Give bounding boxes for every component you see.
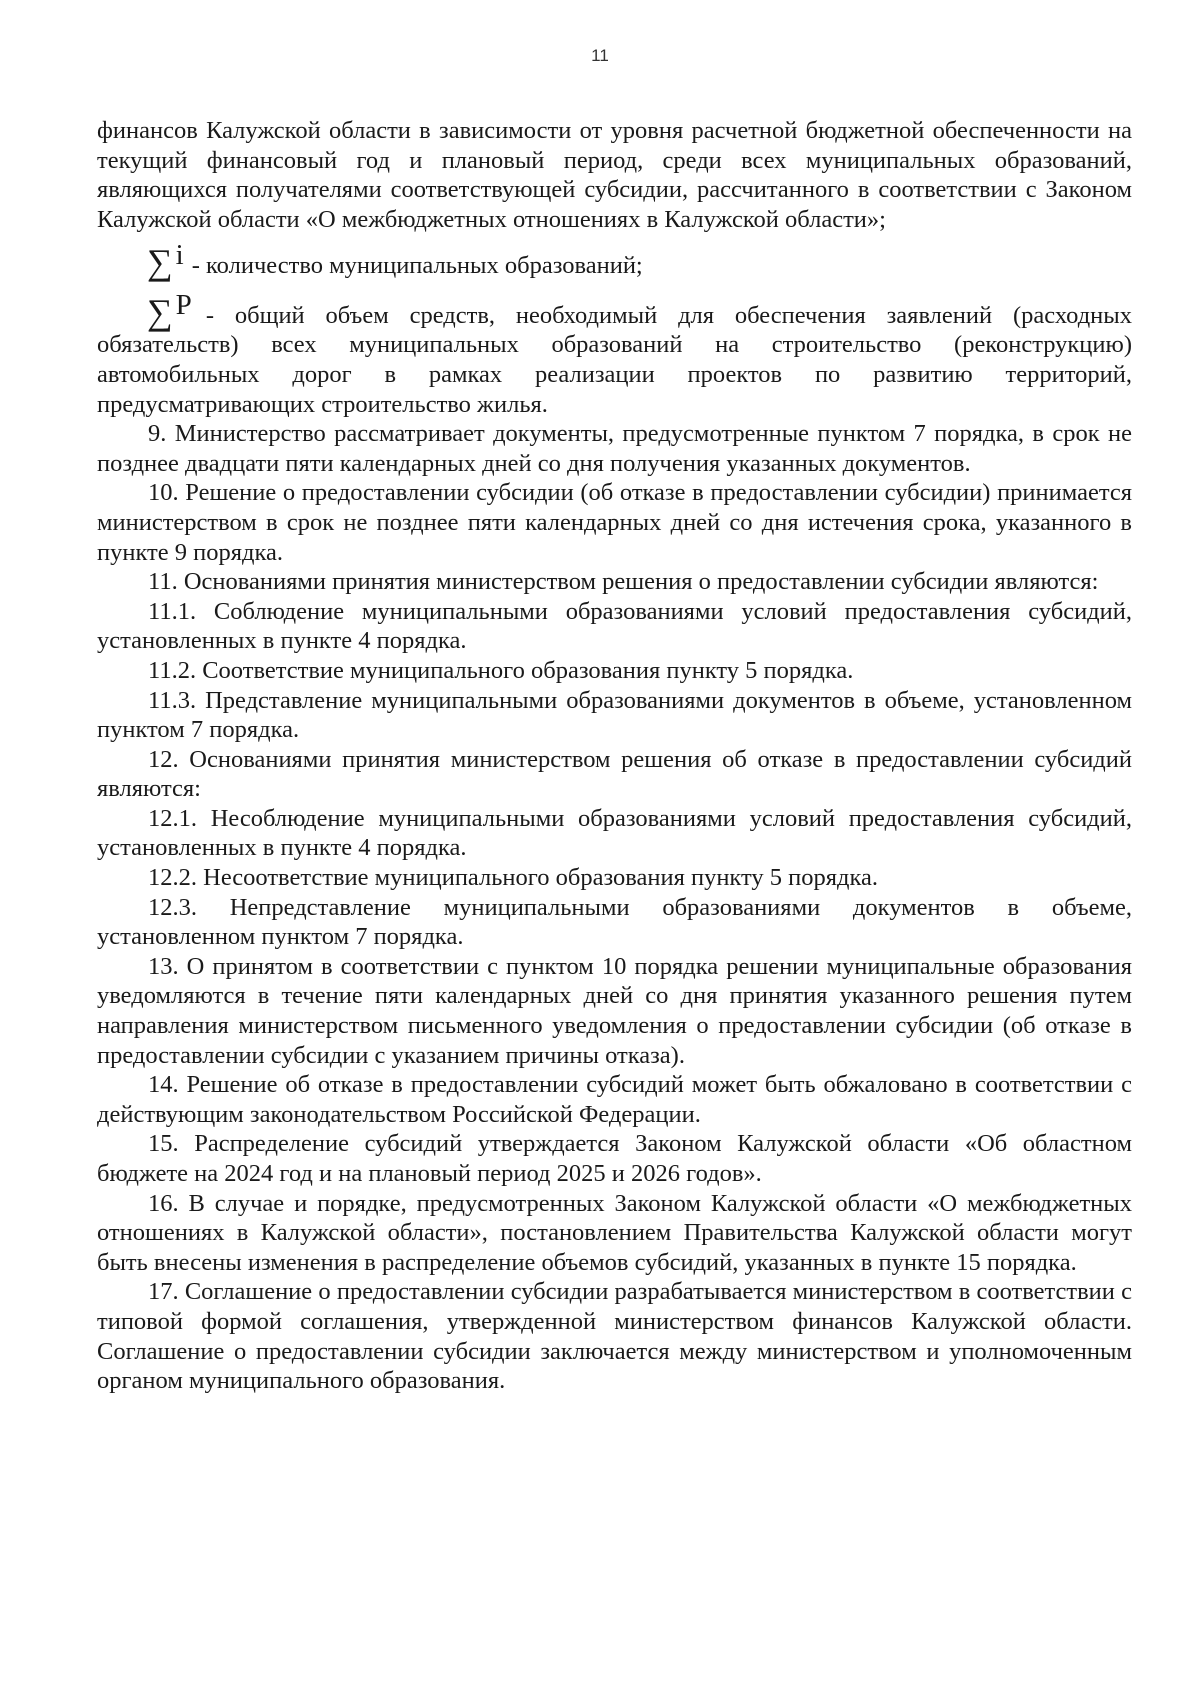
formula-i-description: - количество муниципальных образований; — [191, 251, 643, 279]
intro-paragraph: финансов Калужской области в зависимости от уровня расчетной бюджетной обеспеченности на текущий финансовый год и плановый период, среди всех муниципальных образований, являющихся получателями соответствующей субсидии, рассчитанного в соответствии с Законом Калужской области «О межбюджетных отношениях в Калужской области»; — [97, 117, 1132, 233]
paragraph-10: 10. Решение о предоставлении субсидии (об отказе в предоставлении субсидии) принимается министерством в срок не позднее пяти календарных дней со дня истечения срока, указанного в пункте 9 порядка. — [97, 479, 1132, 566]
paragraph-11-2: 11.2. Соответствие муниципального образования пункту 5 порядка. — [148, 656, 854, 684]
formula-sum-p — [97, 286, 1132, 333]
paragraph-17: 17. Соглашение о предоставлении субсидии разрабатывается министерством в соответствии с типовой формой соглашения, утвержденной министерством финансов Калужской области. Соглашение о предоставлении субсидии заключается между министерством и уполномоченным органом муниципального образования. — [97, 1278, 1132, 1395]
paragraph-15: 15. Распределение субсидий утверждается Законом Калужской области «Об областном бюджете на 2024 год и на плановый период 2025 и 2026 годов». — [97, 1130, 1132, 1187]
paragraph-12: 12. Основаниями принятия министерством решения об отказе в предоставлении субсидий являются: — [97, 745, 1132, 803]
formula-p-continuation: обязательств) всех муниципальных образований на строительство (реконструкцию) автомобильных дорог в рамках реализации проектов по развитию территорий, предусматривающих строительство жилья. — [97, 331, 1132, 418]
document-body — [97, 116, 1132, 1396]
paragraph-14: 14. Решение об отказе в предоставлении субсидий может быть обжаловано в соответствии с действующим законодательством Российской Федерации. — [97, 1071, 1132, 1128]
formula-sum-i — [97, 238, 1132, 283]
formula-variable-p: P — [175, 289, 192, 322]
sigma-symbol: ∑ — [147, 242, 173, 283]
sigma-symbol: ∑ — [147, 292, 173, 333]
paragraph-11-1: 11.1. Соблюдение муниципальными образованиями условий предоставления субсидий, установленных в пункте 4 порядка. — [97, 597, 1132, 655]
formula-p-description: - общий объем средств, необходимый для обеспечения заявлений (расходных — [205, 301, 1132, 329]
paragraph-12-3: 12.3. Непредставление муниципальными образованиями документов в объеме, установленном пунктом 7 порядка. — [97, 893, 1132, 951]
page-number: 11 — [591, 46, 609, 65]
formula-variable-i: i — [175, 239, 184, 272]
paragraph-16: 16. В случае и порядке, предусмотренных Законом Калужской области «О межбюджетных отношениях в Калужской области», постановлением Правительства Калужской области могут быть внесены изменения в распределение объемов субсидий, указанных в пункте 15 порядка. — [97, 1189, 1132, 1276]
paragraph-13: 13. О принятом в соответствии с пунктом 10 порядка решении муниципальные образования уведомляются в течение пяти календарных дней со дня принятия указанного решения путем направления министерством письменного уведомления о предоставлении субсидии (об отказе в предоставлении субсидии с указанием причины отказа). — [97, 952, 1132, 1069]
paragraph-11-3: 11.3. Представление муниципальными образованиями документов в объеме, установленном пунктом 7 порядка. — [97, 686, 1132, 744]
paragraph-12-1: 12.1. Несоблюдение муниципальными образованиями условий предоставления субсидий, установленных в пункте 4 порядка. — [97, 804, 1132, 862]
paragraph-9: 9. Министерство рассматривает документы, предусмотренные пунктом 7 порядка, в срок не позднее двадцати пяти календарных дней со дня получения указанных документов. — [97, 420, 1132, 477]
paragraph-11: 11. Основаниями принятия министерством решения о предоставлении субсидии являются: — [148, 568, 1099, 596]
paragraph-12-2: 12.2. Несоответствие муниципального образования пункту 5 порядка. — [148, 864, 879, 892]
